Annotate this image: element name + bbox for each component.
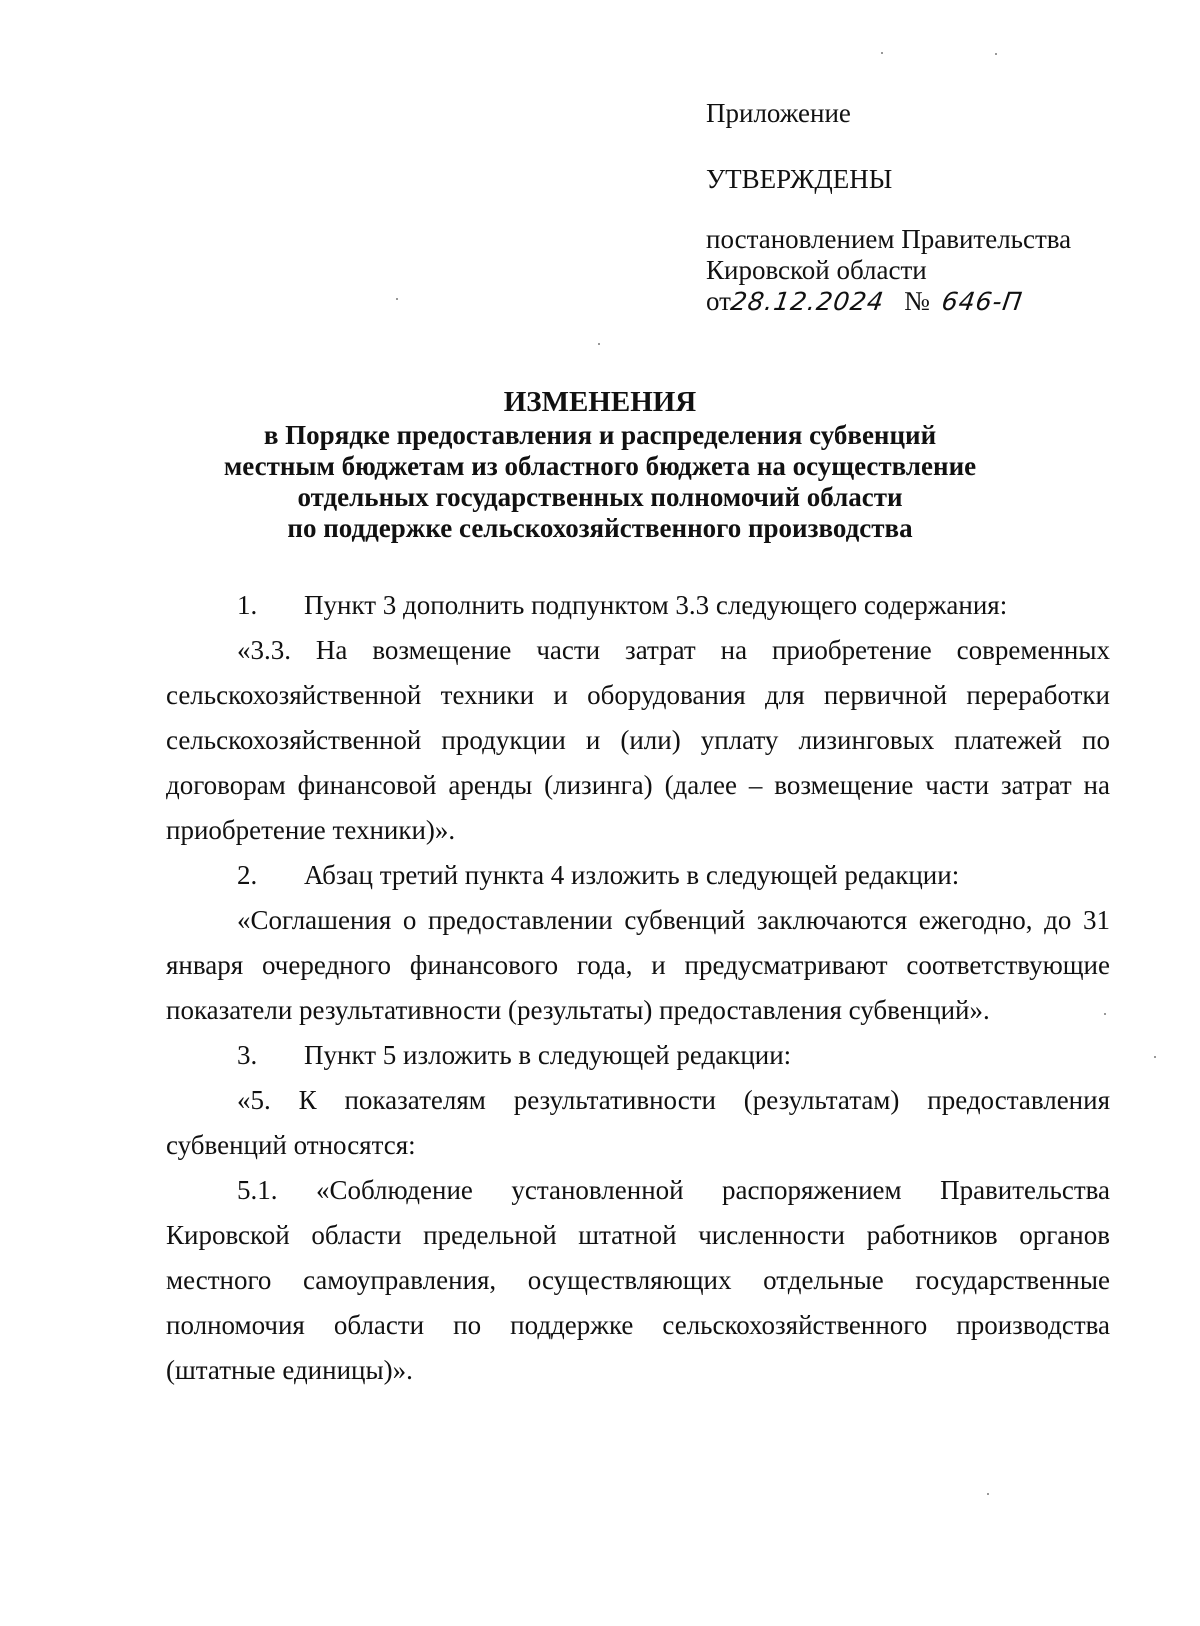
document-title: [150, 387, 1050, 544]
date-number-line: [706, 286, 1025, 317]
title-heading: ИЗМЕНЕНИЯ: [503, 386, 697, 418]
title-line: в Порядке предоставления и распределения субвенций: [263, 420, 937, 450]
document-body: [166, 583, 1110, 1393]
handwritten-date: 28.12.2024: [728, 287, 887, 316]
quoted-paragraph: «Соглашения о предоставлении субвенций заключаются ежегодно, до 31 января очередного финансового года, и предусматривают соответствующие показатели результативности (результаты) предоставления субвенций».: [166, 905, 1110, 1025]
date-prefix: от: [706, 286, 731, 316]
item-number: 1.: [237, 590, 258, 620]
item-paragraph: [166, 1033, 1110, 1078]
item-text: Пункт 5 изложить в следующей редакции:: [304, 1040, 792, 1070]
item-number: 2.: [237, 860, 258, 890]
title-line: местным бюджетам из областного бюджета на осуществление: [223, 451, 977, 481]
appendix-label: Приложение: [706, 98, 851, 128]
title-line: отдельных государственных полномочий области: [297, 482, 903, 512]
item-paragraph: [166, 583, 1110, 628]
title-line: по поддержке сельскохозяйственного производства: [287, 513, 913, 543]
quoted-paragraph: «5. К показателям результативности (результатам) предоставления субвенций относятся:: [166, 1085, 1110, 1160]
number-sign: №: [904, 286, 930, 316]
resolution-line: постановлением Правительства: [706, 224, 1072, 254]
item-number: 3.: [237, 1040, 258, 1070]
item-text: Абзац третий пункта 4 изложить в следующей редакции:: [304, 860, 960, 890]
quoted-paragraph: «3.3. На возмещение части затрат на приобретение современных сельскохозяйственной техники и оборудования для первичной переработки сельскохозяйственной продукции и (или) уплату лизинговых платежей по договорам финансовой аренды (лизинга) (далее – возмещение части затрат на приобретение техники)».: [166, 635, 1110, 845]
item-text: Пункт 3 дополнить подпунктом 3.3 следующего содержания:: [304, 590, 1008, 620]
item-paragraph: [166, 853, 1110, 898]
approved-label: УТВЕРЖДЕНЫ: [706, 164, 893, 194]
handwritten-number: 646-П: [939, 287, 1025, 316]
region-line: Кировской области: [706, 255, 927, 285]
quoted-paragraph: 5.1. «Соблюдение установленной распоряжением Правительства Кировской области предельной штатной численности работников органов местного самоуправления, осуществляющих отдельные государственные полномочия области по поддержке сельскохозяйственного производства (штатные единицы)».: [166, 1175, 1110, 1385]
